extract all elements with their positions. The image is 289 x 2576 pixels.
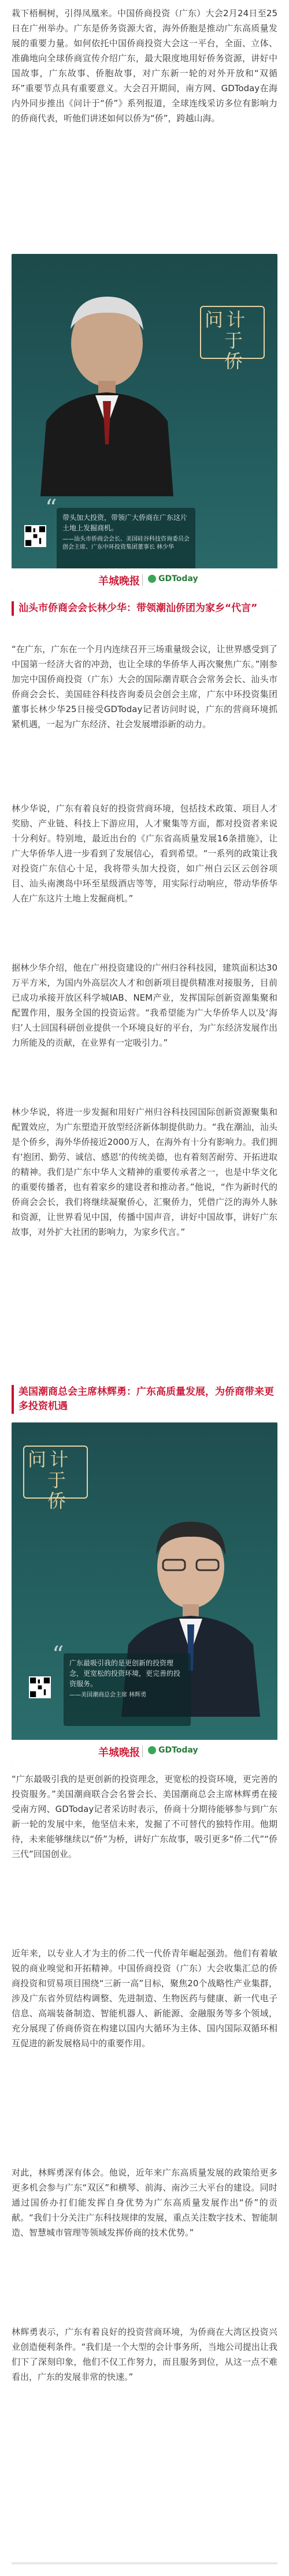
gdtoday-icon (148, 575, 156, 583)
quote-mark-icon: “ (52, 1642, 64, 1668)
gdtoday-logo (148, 1746, 198, 1755)
bottom-divider (12, 2562, 277, 2564)
poster-footer (12, 1740, 277, 1763)
body-paragraph: 据林少华介绍，他在广州投资建设的广州归谷科技园，建筑面积达30万平方米，为国内外高层次人才和创新项目提供精准对接服务，目前已成功承接开放区科学城IAB、NEM产业，发挥国际创新资源集聚和配置作用，服务全国的投资运营。“我希望能为广大华侨华人以及‘海归’人士回国科研创业提供一个环境良好的平台，为广东经济发展作出力所能及的贡献，在业界有一定吸引力。” (12, 963, 277, 1048)
tag-line-2: 于侨 (47, 1469, 66, 1512)
intro-paragraph: 栽下梧桐树，引得凤凰来。中国侨商投资（广东）大会2月24日至25日在广州举办。广东是侨务资源大省，海外侨胞是推动广东高质量发展的重要力量。如何依托中国侨商投资大会这一平台，全面、立体、准确地向全球侨商宣传介绍广东，最大限度地用好侨务资源，讲好中国故事，广东故事、侨胞故事，对广东新一轮的对外开放和“双循环”重要节点具有重要意义。大会召开期间，南方网、GDToday在海内外同步推出《问计于“侨”》系列报道，全球连线采访多位有影响力的侨商代表，听他们讲述如何以侨为“侨”，跨越山海。 (12, 8, 277, 123)
portrait-lin-shaohua (29, 289, 185, 496)
gdtoday-icon (148, 1746, 156, 1754)
poster-quote (64, 1653, 191, 1726)
quote-mark-icon: “ (45, 495, 57, 522)
body-paragraph: 林辉勇表示，广东有着良好的投资营商环境，为侨商在大湾区投资兴业创造便利条件。“我们是一个大型的会计事务所，当地公司提出让我们下了深刻印象，他们不仅工作努力，而且服务到位，从这一点不难看出，广东的发展非常的快速。” (12, 2327, 277, 2382)
quote-caption: ——美国潮商总会主席 林辉勇 (69, 1692, 147, 1698)
ycwb-logo: 羊城晚报 (98, 575, 140, 587)
body-paragraph: “广东最吸引我的是更创新的投资理念，更宽松的投资环境，更完善的投资服务。”美国潮商联合会名誉会长、美国潮商总会主席林辉勇在接受南方网、GDToday记者采访时表示，侨商十分期待能够参与到广东新一轮的发展中来，他坚信未来，发掘了不可替代的独特作用。他期待，未来能够继续以“侨”为桥，讲好广东故事，吸引更多“侨二代”“侨三代”回国创业。 (12, 1774, 277, 1859)
body-paragraph: 林少华说，将进一步发掘和用好广州归谷科技园国际创新资源聚集和配置效应，为广东塑造开放型经济新体制提供助力。“我在潮汕，汕头是个侨乡，海外华侨接近2000万人，在海外有十分有影响力。我们拥有‘抱团、勤劳、诚信、感恩’的传统美德，也有着刻苦耐劳、开拓进取的精神。我们是广东中华人文精神的重要传承者之一，也是中华文化的重要传播者，也有着家乡的建设者和推动者。”他说，“作为新时代的侨商会会长，我们将继续凝聚侨心，汇聚侨力，凭借广泛的海外人脉和资源，让世界看见中国，传播中国声音，讲好中国故事，讲好广东故事，对外扩大社团的影响力，为家乡代言。” (12, 1107, 277, 1237)
qr-code-icon (24, 525, 46, 547)
body-paragraph: 对此，林辉勇深有体会。他说，近年来广东高质量发展的政策给更多更多机会参与广东“双区”和横琴、前海、南沙三大平台的建设。同时通过国侨办打们能发挥自身优势为广东高质量发展作出“侨”的贡献。“我们十分关注广东科技规律的发展，重点关注数字技术、智能制造、智慧城市管理等领域发挥侨商的技术优势。” (12, 2167, 277, 2238)
tag-wen-ji-yu-qiao (200, 306, 265, 372)
section-heading-1: 汕头市侨商会会长林少华：带领潮汕侨团为家乡“代言” (12, 601, 282, 616)
quote-caption: ——汕头市侨商会会长、美国硅谷科技咨询委员会创会主席、广东中环投资集团董事长 林少华 (62, 536, 190, 551)
body-paragraph: “在广东，广东在一个月内连续召开三场重量级会议，让世界感受到了中国第一经济大省的冲劲，也让全球的华侨华人再次聚焦广东。”刚参加完中国侨商投资（广东）大会的国际潮青联合会常务会长、汕头市侨商会会长、美国硅谷科技咨询委员会创会主席，广东中环投资集团董事长林少华25日接受GDToday记者访问时说，广东的营商环境抓紧机遇，一起为广东经济、社会发展增添新的动力。 (12, 644, 277, 729)
quote-text: 广东最吸引我的是更创新的投资理念，更宽松的投资环境，更完善的投资服务。 (69, 1659, 181, 1688)
qr-code-icon (29, 1676, 51, 1698)
body-paragraph: 近年来，以专业人才为主的侨二代一代侨青年崛起强劲。他们有着敏锐的商业嗅觉和开拓精神。中国侨商投资（广东）大会收集汇总的侨商投资和贸易项目围绕“三新一高”目标，聚焦20个战略性产业集群，涉及广东省外贸结构调整、先进制造、生物医药与健康、新一代电子信息、高端装备制造、智能机器人、新能源、金融服务等多个领域，充分展现了侨商侨资在构建以国内大循环为主体、国内国际双循环相互促进的新发展格局中的重要作用。 (12, 1948, 277, 2049)
gdtoday-logo-text: GDToday (158, 574, 198, 583)
poster-lin-shaohua (12, 254, 277, 591)
ycwb-logo: 羊城晚报 (98, 1747, 140, 1759)
poster-lin-huiyong (12, 1422, 277, 1763)
logo-divider (142, 1746, 143, 1757)
tag-line-1: 问计 (205, 309, 249, 331)
section-heading-2: 美国潮商总会主席林辉勇：广东高质量发展，为侨商带来更多投资机遇 (12, 1385, 282, 1414)
tag-line-2: 于侨 (224, 330, 243, 372)
poster-footer (12, 568, 277, 591)
tag-line-1: 问计 (28, 1448, 72, 1470)
tag-wen-ji-yu-qiao (23, 1446, 88, 1512)
gdtoday-logo (148, 574, 198, 583)
body-paragraph: 林少华说，广东有着良好的投资营商环境，包括技术政策、项目人才奖励、产业链、科技上下游应用，人才聚集等方面，都对投资者来说十分利好。特别地，最近出台的《广东省高质量发展16条措施》，让广大华侨华人进一步看到了发展信心，看到希望。“一系列的政策让我对投资广东信心十足，我将带头加大投资，如广州白云区云创谷项目、汕头南澳岛中环至星级酒店等等，用实际行动响应，带动华侨华人在广东这片土地上发掘商机。” (12, 803, 277, 904)
gdtoday-logo-text: GDToday (158, 1746, 198, 1755)
logo-divider (142, 574, 143, 586)
quote-text: 带头加大投资，带领广大侨商在广东这片土地上发掘商机。 (62, 514, 188, 532)
poster-quote (57, 508, 195, 572)
